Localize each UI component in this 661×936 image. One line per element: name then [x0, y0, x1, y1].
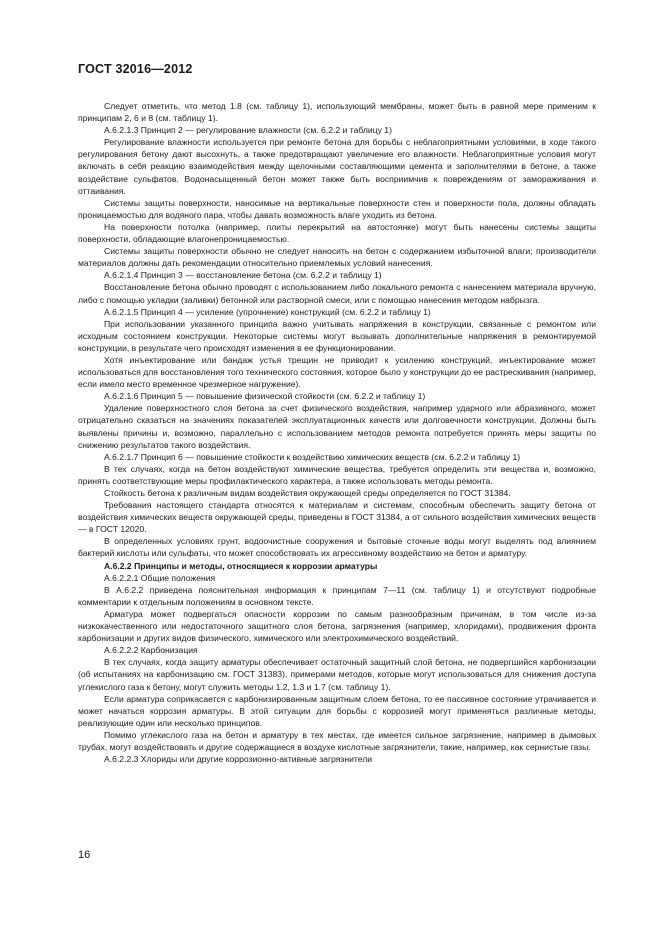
paragraph: Стойкость бетона к различным видам воздействия окружающей среды определяется по ГОСТ 31384. [104, 488, 511, 498]
paragraph: Удаление поверхностного слоя бетона за счет физического воздействия, например ударного или абразивного, может отрицательно сказаться на значениях показателей эксплуатационных качеств или долговечности конструкции. Должны быть выявлены причины и, возможно, параллельно с использованием методов ремонта потребуется принять меры защиты по снижению результатов такого воздействия. [78, 403, 596, 450]
section-heading: А.6.2.1.6 Принцип 5 — повышение физической стойкости (см. 6.2.2 и таблицу 1) [104, 391, 426, 402]
paragraph: В А.6.2.2 приведена пояснительная информация к принципам 7—11 (см. таблицу 1) и отсутствуют подробные комментарии к отдельным положениям в основном тексте. [78, 584, 596, 607]
paragraph: В тех случаях, когда защиту арматуры обеспечивает остаточный защитный слой бетона, не подвергшийся карбонизации (об испытаниях на карбонизацию см. ГОСТ 31383), примерами методов, которые могут использоваться для снижения доступа углекислого газа к бетону, могут служить методы 1.2, 1.3 и 1.7 (см. таблицу 1). [78, 657, 596, 692]
section-heading: А.6.2.2.2 Карбонизация [104, 645, 198, 656]
paragraph: Восстановление бетона обычно проводят с использованием либо локального ремонта с нанесением материала вручную, либо с помощью укладки (заливки) бетонной или растворной смеси, или с помощью нанесения методом набрызга. [78, 282, 596, 305]
document-header: ГОСТ 32016—2012 [78, 62, 193, 76]
section-heading: А.6.2.1.4 Принцип 3 — восстановление бетона (см. 6.2.2 и таблицу 1) [104, 270, 382, 281]
body-text [78, 100, 596, 765]
section-heading: А.6.2.2.3 Хлориды или другие коррозионно-активные загрязнители [104, 754, 373, 765]
paragraph: Хотя инъектирование или бандаж устья трещин не приводит к усилению конструкций, инъектирование может использоваться для восстановления того технического состояния, которое было у конструкции до ее растрескивания (например, если имело место временное чрезмерное нагружение). [78, 354, 596, 390]
paragraph: Помимо углекислого газа на бетон и арматуру в тех местах, где имеется сильное загрязнение, например в дымовых трубах, могут воздействовать и другие содержащиеся в воздухе кислотные загрязнители, такие, например, как сернистые газы. [78, 729, 596, 752]
paragraph: В определенных условиях грунт, водоочистные сооружения и бытовые сточные воды могут выделять под влиянием бактерий кислоты или сульфаты, что может способствовать их агрессивному воздействию на бетон и арматуру. [78, 536, 596, 559]
section-heading: А.6.2.1.3 Принцип 2 — регулирование влажности (см. 6.2.2 и таблицу 1) [104, 125, 392, 136]
section-heading-bold: А.6.2.2 Принципы и методы, относящиеся к коррозии арматуры [104, 560, 378, 571]
section-heading: А.6.2.1.7 Принцип 6 — повышение стойкости к воздействию химических веществ (см. 6.2.2 и таблицу 1) [104, 451, 521, 462]
paragraph: На поверхности потолка (например, плиты перекрытий на автостоянке) могут быть нанесены системы защиты поверхности, обладающие влагонепроницаемостью. [78, 221, 596, 245]
paragraph: Регулирование влажности используется при ремонте бетона для борьбы с неблагоприятными условиями, в ходе такого регулирования бетону дают высохнуть, а также предотвращают увеличение его влажности. Неблагоприятные условия могут включать в себя реакцию взаимодействия между щелочными составляющими цемента и заполнителями в бетоне, а также воздействие сульфатов. Водонасыщенный бетон может также быть восприимчив к повреждениям от замораживания и оттаивания. [78, 137, 596, 196]
paragraph: Если арматура соприкасается с карбонизированным защитным слоем бетона, то ее пассивное состояние утрачивается и может начаться коррозия арматуры. В этой ситуации для борьбы с коррозией могут применяться различные методы, реализующие один или несколько принципов. [78, 693, 596, 728]
page-number: 16 [78, 849, 91, 861]
paragraph: Следует отметить, что метод 1.8 (см. таблицу 1), использующий мембраны, может быть в равной мере применим к принципам 2, 6 и 8 (см. таблицу 1). [78, 101, 596, 124]
paragraph: В тех случаях, когда на бетон воздействуют химические вещества, требуется определить эти вещества и, возможно, принять соответствующие меры профилактического характера, а также использовать методы ремонта. [78, 463, 596, 486]
section-heading: А.6.2.1.5 Принцип 4 — усиление (упрочнение) конструкций (см. 6.2.2 и таблицу 1) [104, 306, 431, 317]
paragraph: При использовании указанного принципа важно учитывать напряжения в конструкции, связанные с ремонтом или исходным состоянием конструкции. Некоторые системы могут вызывать дополнительные напряжения в ремонтируемой конструкции, в результате чего происходят изменения в ее функционировании. [78, 318, 596, 353]
paragraph: Системы защиты поверхности, наносимые на вертикальные поверхности стен и поверхности пола, должны обладать проницаемостью для водяного пара, чтобы давать возможность влаге уходить из бетона. [78, 197, 596, 220]
paragraph: Требования настоящего стандарта относятся к материалам и системам, способным обеспечить защиту бетона от воздействия химических веществ окружающей среды, приведены в ГОСТ 31384, а от сильного воздействия химических веществ — в ГОСТ 12020. [78, 500, 596, 535]
section-heading: А.6.2.2.1 Общие положения [104, 572, 216, 583]
paragraph: Системы защиты поверхности обычно не следует наносить на бетон с содержанием избыточной влаги; производители материалов должны дать рекомендации относительно приемлемых условий нанесения. [78, 246, 596, 269]
paragraph: Арматура может подвергаться опасности коррозии по самым разнообразным причинам, в том числе из-за низкокачественного или недостаточного защитного слоя бетона, загрязнения (например, хлоридами), продвижения фронта карбонизации и других видов физического, химического или электрохимического воздействий. [78, 608, 596, 644]
